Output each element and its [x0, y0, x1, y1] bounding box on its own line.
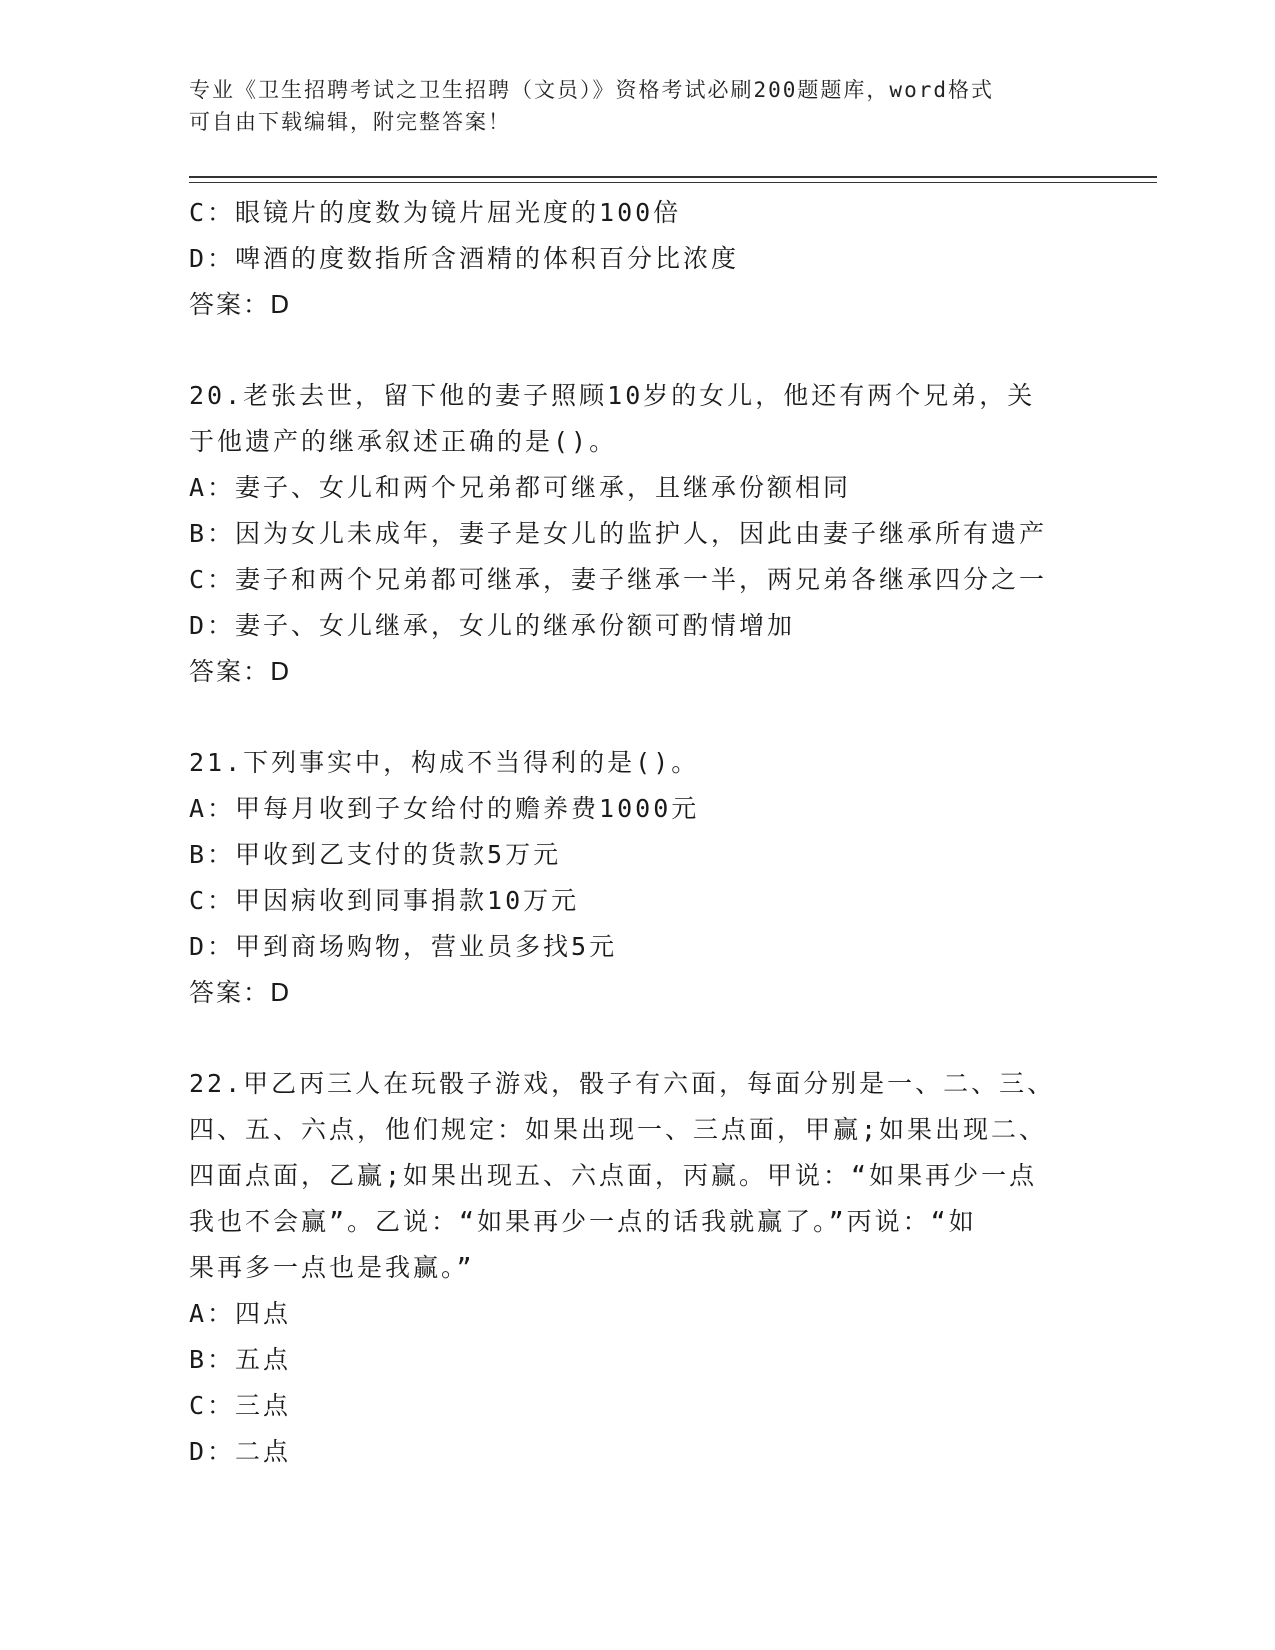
option-d: D：甲到商场购物，营业员多找5元: [189, 932, 618, 961]
document-header: [189, 74, 1089, 138]
option-a: A：四点: [189, 1299, 292, 1328]
question-stem: 果再多一点也是我赢。”: [189, 1253, 475, 1282]
question-stem: 21.下列事实中，构成不当得利的是()。: [189, 748, 700, 777]
header-divider-thin: [189, 182, 1157, 183]
question-stem: 四面点面，乙赢;如果出现五、六点面，丙赢。甲说：“如果再少一点: [189, 1161, 1038, 1190]
option-d: D：二点: [189, 1437, 292, 1466]
question-stem: 四、五、六点，他们规定：如果出现一、三点面，甲赢;如果出现二、: [189, 1115, 1048, 1144]
header-divider-thick: [189, 176, 1157, 178]
header-title-line-1: 专业《卫生招聘考试之卫生招聘（文员）》资格考试必刷200题题库，word格式: [189, 78, 994, 102]
question-list: [189, 190, 1089, 1475]
option-d: D：啤酒的度数指所含酒精的体积百分比浓度: [189, 244, 740, 273]
spacer: [189, 328, 1089, 373]
answer: 答案：D: [189, 290, 292, 319]
answer: 答案：D: [189, 657, 292, 686]
option-b: B：因为女儿未成年，妻子是女儿的监护人，因此由妻子继承所有遗产: [189, 519, 1048, 548]
option-c: C：眼镜片的度数为镜片屈光度的100倍: [189, 198, 682, 227]
option-a: A：甲每月收到子女给付的赡养费1000元: [189, 794, 700, 823]
option-b: B：五点: [189, 1345, 292, 1374]
spacer: [189, 1016, 1089, 1061]
option-a: A：妻子、女儿和两个兄弟都可继承，且继承份额相同: [189, 473, 852, 502]
option-c: C：妻子和两个兄弟都可继承，妻子继承一半，两兄弟各继承四分之一: [189, 565, 1048, 594]
answer: 答案：D: [189, 978, 292, 1007]
question-stem: 于他遗产的继承叙述正确的是()。: [189, 427, 618, 456]
question-19-tail: [189, 190, 1089, 328]
option-c: C：甲因病收到同事捐款10万元: [189, 886, 580, 915]
question-stem: 我也不会赢”。乙说：“如果再少一点的话我就赢了。”丙说：“如: [189, 1207, 977, 1236]
spacer: [189, 695, 1089, 740]
question-22: [189, 1061, 1089, 1475]
option-c: C：三点: [189, 1391, 292, 1420]
question-21: [189, 740, 1089, 1016]
question-stem: 22.甲乙丙三人在玩骰子游戏，骰子有六面，每面分别是一、二、三、: [189, 1069, 1056, 1098]
question-20: [189, 373, 1089, 695]
header-title-line-2: 可自由下载编辑，附完整答案！: [189, 110, 511, 134]
option-d: D：妻子、女儿继承，女儿的继承份额可酌情增加: [189, 611, 796, 640]
option-b: B：甲收到乙支付的货款5万元: [189, 840, 562, 869]
question-stem: 20.老张去世，留下他的妻子照顾10岁的女儿，他还有两个兄弟，关: [189, 381, 1036, 410]
